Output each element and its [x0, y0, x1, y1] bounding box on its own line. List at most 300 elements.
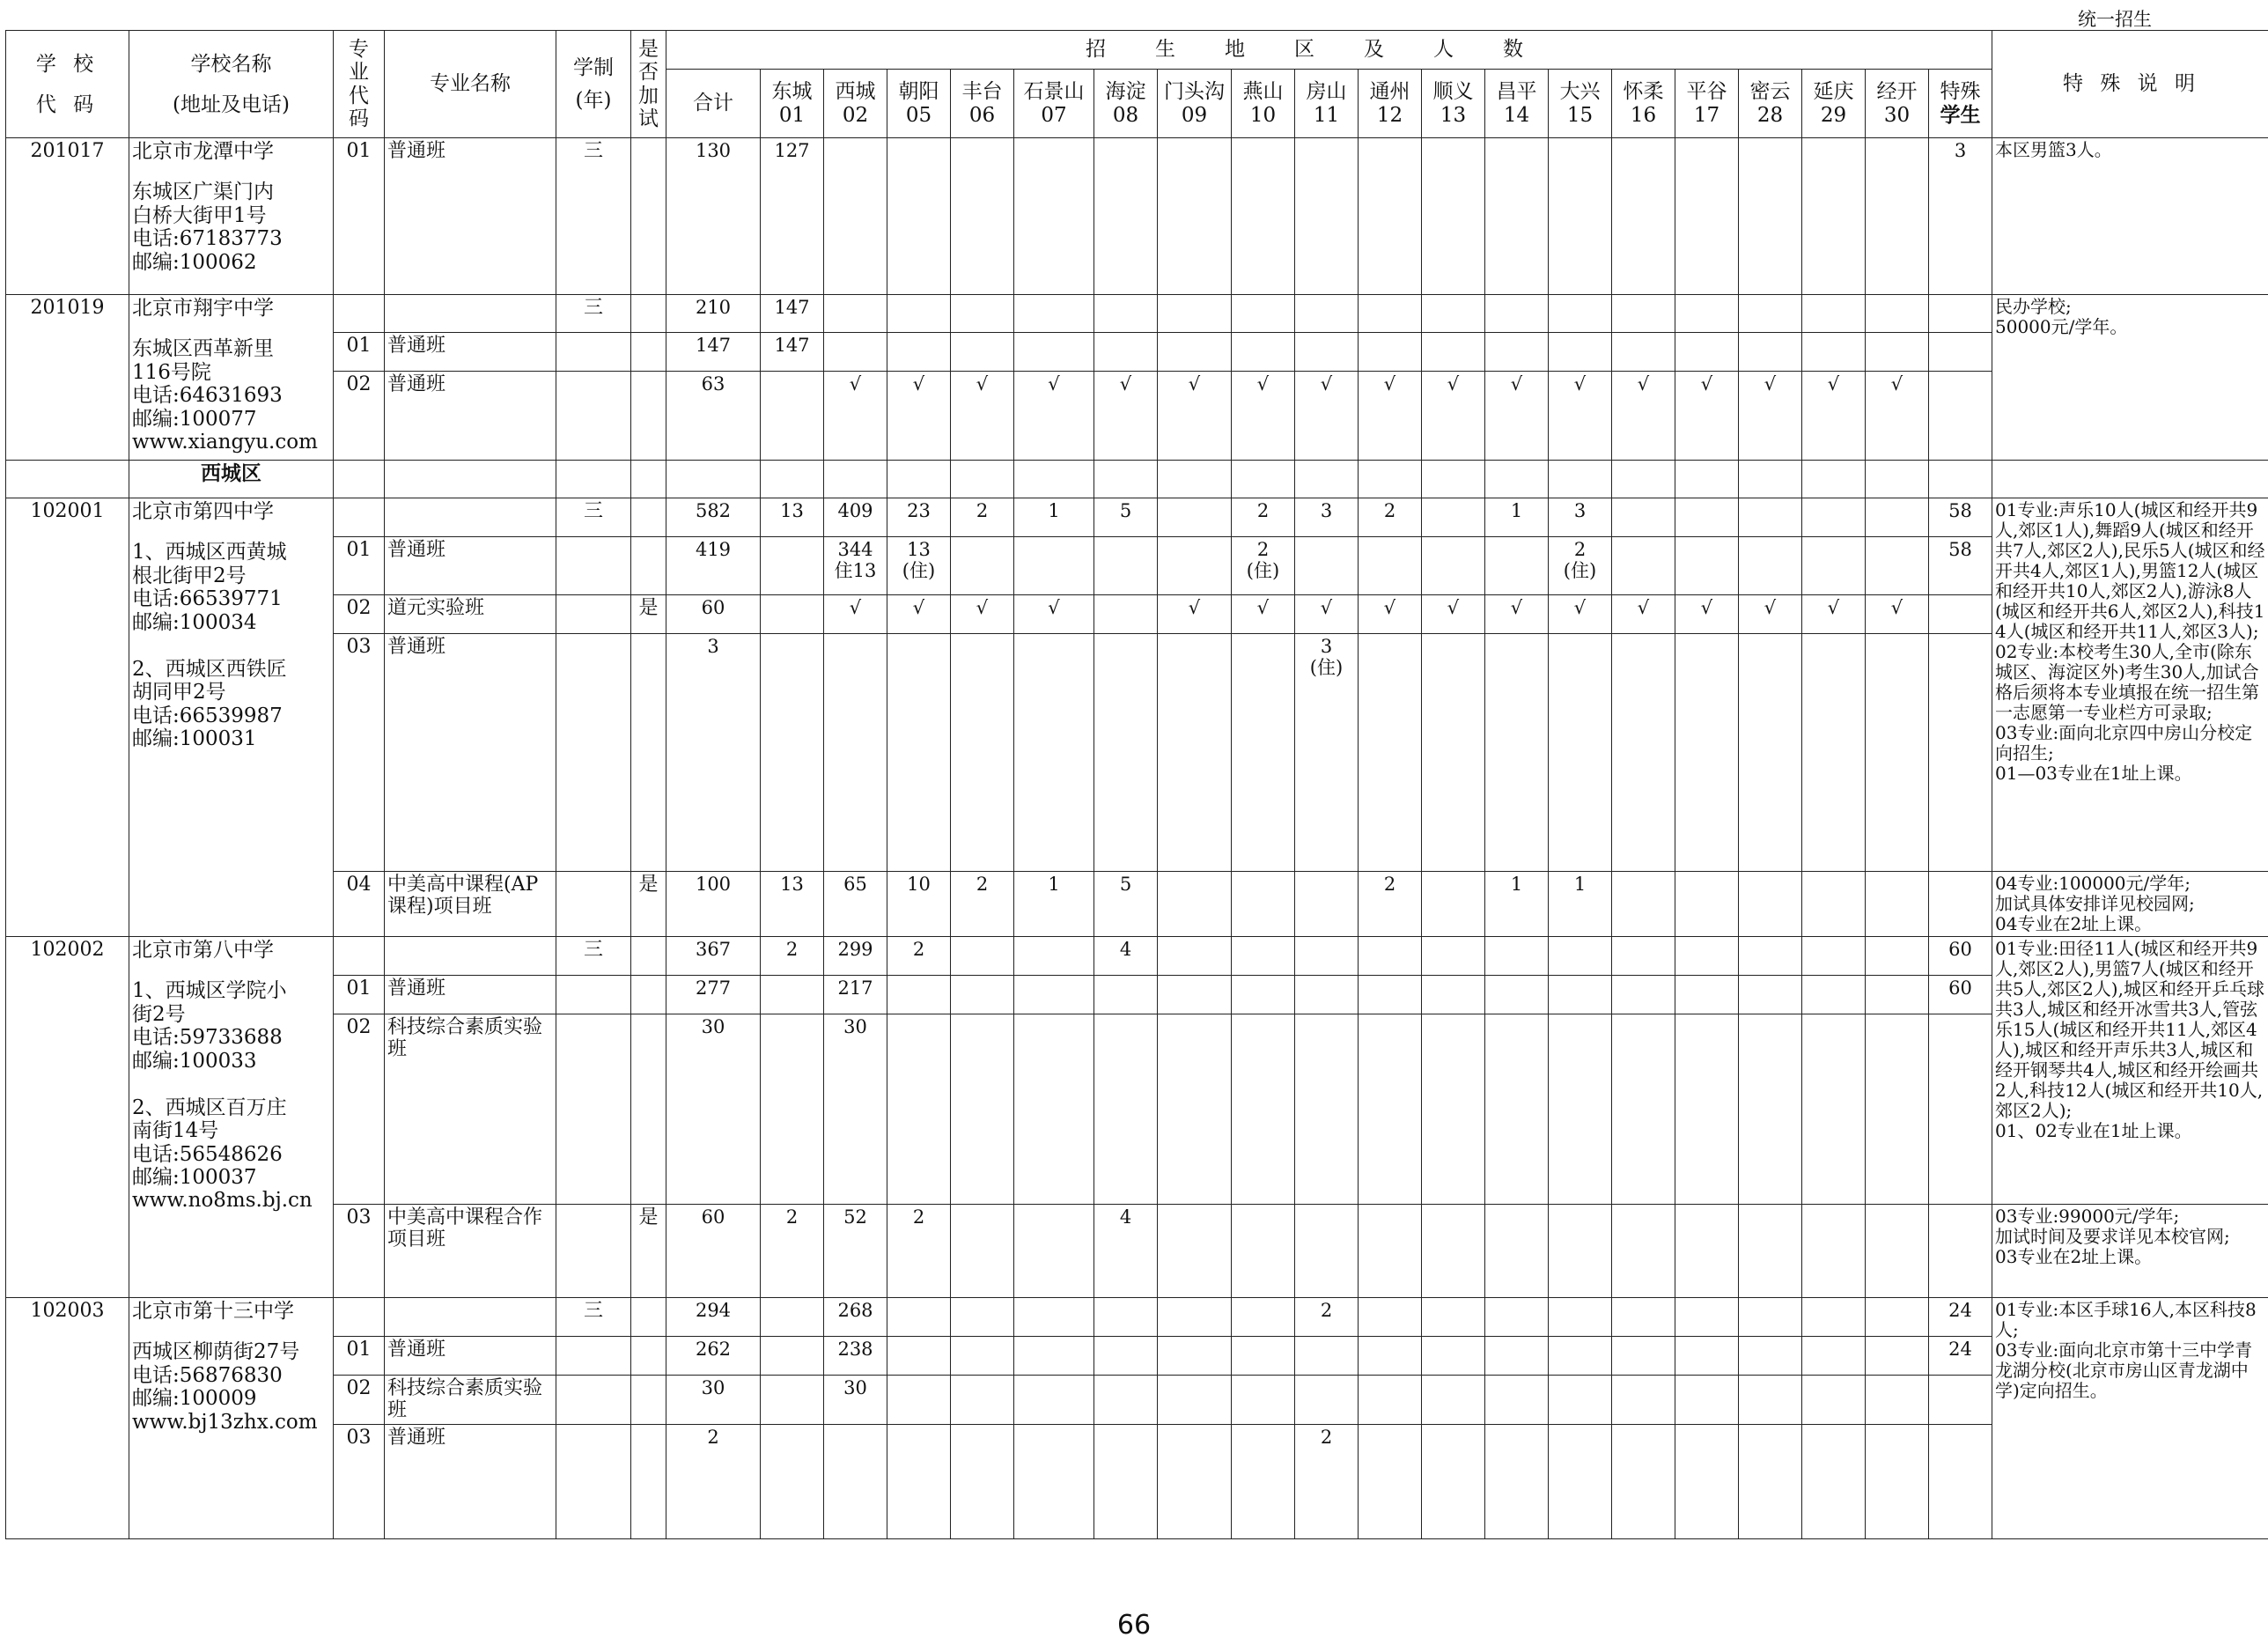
table-cell: [951, 461, 1014, 498]
district-count-cell: [1802, 976, 1866, 1014]
district-count-cell: 2 (住): [1232, 537, 1295, 595]
duration: [556, 333, 631, 372]
district-count-cell: 2: [951, 872, 1014, 937]
total-cell: 30: [666, 1376, 761, 1425]
district-count-cell: [1675, 1425, 1739, 1539]
district-count-cell: [1485, 1298, 1549, 1337]
district-count-cell: [1866, 976, 1929, 1014]
header-district-12: [1359, 70, 1422, 138]
district-count-cell: [1359, 1014, 1422, 1205]
district-count-cell: [1359, 976, 1422, 1014]
district-count-cell: 238: [824, 1337, 887, 1376]
district-name: 西城: [835, 80, 876, 104]
table-body: [6, 138, 2268, 1539]
special-students-cell: [1929, 1014, 1992, 1205]
duration: 三: [556, 498, 631, 537]
district-count-cell: [1485, 537, 1549, 595]
district-count-cell: 344 住13: [824, 537, 887, 595]
school-address: 东城区西革新里 116号院 电话:64631693 邮编:100077 www.xiangyu.com: [132, 337, 318, 454]
major-code: 03: [334, 1425, 385, 1539]
check-mark-cell: √: [824, 595, 887, 634]
district-count-cell: [1295, 1014, 1359, 1205]
district-count-cell: [1485, 1376, 1549, 1425]
district-count-cell: 1: [1014, 498, 1094, 537]
district-count-cell: 30: [824, 1014, 887, 1205]
district-code: 15: [1566, 103, 1594, 127]
table-cell: [1739, 461, 1802, 498]
remarks-cell: 04专业:100000元/学年; 加试具体安排详见校园网; 04专业在2址上课。: [1992, 872, 2268, 937]
table-cell: [1992, 461, 2268, 498]
remarks-cell: 01专业:声乐10人(城区和经开共9人,郊区1人),舞蹈9人(城区和经开共7人,郊区2人),民乐5人(城区和经开共4人,郊区1人),男篮12人(城区和经开共10人,郊区2人),游泳8人(城区和经开共6人,郊区2人),科技14人(城区和经开共11人,郊区3人); 02专业:本校考生30人,全市(除东城区、海淀区外)考生30人,加试合格后须将本专业填报在统一招生第一志愿第一专业栏方可录取; 03专业:面向北京四中房山分校定向招生; 01—03专业在1址上课。: [1992, 498, 2268, 872]
admission-table: [5, 30, 2268, 1539]
district-count-cell: [951, 1014, 1014, 1205]
district-count-cell: 409: [824, 498, 887, 537]
district-count-cell: [1094, 1337, 1158, 1376]
table-row: [6, 634, 2268, 872]
district-count-cell: [1485, 1205, 1549, 1298]
district-name: 门头沟: [1164, 80, 1225, 104]
school-code: 102002: [6, 937, 129, 1298]
district-count-cell: [1295, 872, 1359, 937]
district-count-cell: [1359, 537, 1422, 595]
check-mark-cell: √: [1014, 372, 1094, 461]
district-count-cell: [1549, 1298, 1612, 1337]
major-code: [334, 498, 385, 537]
district-count-cell: 3: [1549, 498, 1612, 537]
check-mark-cell: √: [1359, 372, 1422, 461]
district-count-cell: [1549, 295, 1612, 333]
district-count-cell: [1485, 937, 1549, 976]
extra-exam: [631, 498, 666, 537]
district-count-cell: [1422, 1376, 1485, 1425]
district-name: 密云: [1749, 80, 1791, 104]
district-count-cell: [1612, 138, 1675, 295]
major-name: 中美高中课程(AP课程)项目班: [385, 872, 556, 937]
major-name: 普通班: [385, 1425, 556, 1539]
district-count-cell: [1094, 138, 1158, 295]
check-mark-cell: √: [1866, 372, 1929, 461]
special-students-cell: 58: [1929, 537, 1992, 595]
district-count-cell: [1422, 537, 1485, 595]
total-cell: 367: [666, 937, 761, 976]
district-count-cell: 2: [887, 1205, 951, 1298]
special-students-cell: 24: [1929, 1298, 1992, 1337]
district-count-cell: [761, 1376, 824, 1425]
district-count-cell: [1359, 1376, 1422, 1425]
extra-exam: [631, 138, 666, 295]
extra-exam: [631, 976, 666, 1014]
district-count-cell: [1422, 1337, 1485, 1376]
table-row: [6, 1205, 2268, 1298]
district-count-cell: [1359, 138, 1422, 295]
district-name: 怀柔: [1623, 80, 1664, 104]
special-students-cell: [1929, 872, 1992, 937]
district-count-cell: [1014, 1014, 1094, 1205]
district-count-cell: [1675, 1376, 1739, 1425]
header-district-17: [1675, 70, 1739, 138]
district-code: 17: [1693, 103, 1720, 127]
district-count-cell: 2: [1359, 498, 1422, 537]
district-count-cell: [1612, 498, 1675, 537]
major-name: 普通班: [385, 372, 556, 461]
duration: 三: [556, 138, 631, 295]
header-district-30: [1866, 70, 1929, 138]
major-name: 普通班: [385, 537, 556, 595]
district-count-cell: [1866, 634, 1929, 872]
district-count-cell: [1802, 1376, 1866, 1425]
duration: [556, 1337, 631, 1376]
district-count-cell: 23: [887, 498, 951, 537]
total-cell: 262: [666, 1337, 761, 1376]
district-count-cell: [1158, 138, 1232, 295]
duration: [556, 1014, 631, 1205]
district-count-cell: [1675, 976, 1739, 1014]
table-cell: [1675, 461, 1739, 498]
extra-exam: [631, 937, 666, 976]
district-count-cell: 13 (住): [887, 537, 951, 595]
major-name: [385, 498, 556, 537]
school-name: 北京市第八中学: [132, 939, 274, 962]
table-cell: [1422, 461, 1485, 498]
district-count-cell: 10: [887, 872, 951, 937]
district-count-cell: 5: [1094, 498, 1158, 537]
district-code: 29: [1820, 103, 1847, 127]
district-count-cell: [1485, 634, 1549, 872]
district-code: 12: [1376, 103, 1403, 127]
special-students-cell: [1929, 634, 1992, 872]
school-name-cell: [129, 138, 334, 295]
header-duration: 学制 (年): [556, 31, 631, 138]
district-count-cell: [1739, 937, 1802, 976]
district-count-cell: [1612, 1298, 1675, 1337]
table-cell: [1802, 461, 1866, 498]
district-count-cell: [887, 138, 951, 295]
header-district-29: [1802, 70, 1866, 138]
check-mark-cell: √: [1675, 372, 1739, 461]
header-remarks: 特 殊 说 明: [1992, 31, 2268, 138]
district-count-cell: [1802, 634, 1866, 872]
major-name: [385, 937, 556, 976]
district-count-cell: [1359, 333, 1422, 372]
header-region-group: 招生地区及人数: [666, 31, 1992, 70]
table-cell: [824, 461, 887, 498]
district-count-cell: [1675, 333, 1739, 372]
table-row: [6, 138, 2268, 295]
district-count-cell: [951, 138, 1014, 295]
district-count-cell: 2: [951, 498, 1014, 537]
district-count-cell: [887, 1337, 951, 1376]
district-count-cell: [1295, 1205, 1359, 1298]
district-count-cell: [951, 1425, 1014, 1539]
total-cell: 2: [666, 1425, 761, 1539]
district-count-cell: [1612, 537, 1675, 595]
total-cell: 100: [666, 872, 761, 937]
district-count-cell: [1094, 537, 1158, 595]
school-name: 北京市龙潭中学: [132, 140, 274, 163]
district-name: 大兴: [1559, 80, 1601, 104]
district-count-cell: [824, 138, 887, 295]
major-name: 普通班: [385, 138, 556, 295]
check-mark-cell: √: [1158, 595, 1232, 634]
table-row: [6, 537, 2268, 595]
district-count-cell: [1739, 1376, 1802, 1425]
district-count-cell: [1359, 1205, 1422, 1298]
check-mark-cell: √: [1158, 372, 1232, 461]
district-count-cell: [1232, 138, 1295, 295]
major-code: 03: [334, 634, 385, 872]
district-count-cell: [1014, 634, 1094, 872]
district-count-cell: 2: [887, 937, 951, 976]
extra-exam: [631, 333, 666, 372]
district-count-cell: [1158, 1298, 1232, 1337]
total-cell: 30: [666, 1014, 761, 1205]
table-cell: [666, 461, 761, 498]
district-count-cell: [1739, 537, 1802, 595]
special-students-cell: 58: [1929, 498, 1992, 537]
district-count-cell: [1675, 1014, 1739, 1205]
district-count-cell: [1094, 1376, 1158, 1425]
district-count-cell: [1422, 1014, 1485, 1205]
district-count-cell: [1422, 872, 1485, 937]
major-name: 普通班: [385, 976, 556, 1014]
school-name-cell: [129, 1298, 334, 1539]
district-code: 05: [905, 103, 932, 127]
major-code: [334, 1298, 385, 1337]
table-cell: [6, 461, 129, 498]
district-count-cell: 4: [1094, 1205, 1158, 1298]
school-name: 北京市第四中学: [132, 500, 274, 523]
district-count-cell: 1: [1549, 872, 1612, 937]
special-students-cell: 60: [1929, 976, 1992, 1014]
district-name: 房山: [1306, 80, 1347, 104]
major-name: 普通班: [385, 1337, 556, 1376]
district-count-cell: [1422, 1298, 1485, 1337]
district-count-cell: [1675, 1337, 1739, 1376]
district-count-cell: [1094, 976, 1158, 1014]
district-count-cell: [887, 333, 951, 372]
district-count-cell: [761, 595, 824, 634]
district-count-cell: [1094, 333, 1158, 372]
duration: [556, 1376, 631, 1425]
district-count-cell: [951, 537, 1014, 595]
district-count-cell: 13: [761, 872, 824, 937]
district-count-cell: 1: [1485, 872, 1549, 937]
total-cell: 294: [666, 1298, 761, 1337]
district-count-cell: [1158, 937, 1232, 976]
district-count-cell: [1866, 872, 1929, 937]
district-count-cell: [1866, 937, 1929, 976]
district-count-cell: [1014, 1298, 1094, 1337]
district-count-cell: [1549, 1337, 1612, 1376]
page-number: 66: [1116, 1610, 1152, 1641]
district-code: 16: [1630, 103, 1657, 127]
district-count-cell: [1014, 295, 1094, 333]
district-count-cell: 2 (住): [1549, 537, 1612, 595]
table-cell: [887, 461, 951, 498]
header-district-11: [1295, 70, 1359, 138]
district-count-cell: [1739, 333, 1802, 372]
major-name: 中美高中课程合作项目班: [385, 1205, 556, 1298]
district-count-cell: [1295, 1376, 1359, 1425]
district-count-cell: [1422, 976, 1485, 1014]
duration: [556, 1205, 631, 1298]
district-count-cell: [1675, 872, 1739, 937]
header-district-07: [1014, 70, 1094, 138]
header-major-code: 专 业 代 码: [334, 31, 385, 138]
district-name: 石景山: [1023, 80, 1085, 104]
district-count-cell: [1739, 634, 1802, 872]
district-name: 燕山: [1242, 80, 1284, 104]
district-count-cell: [1739, 1298, 1802, 1337]
check-mark-cell: √: [1295, 372, 1359, 461]
district-count-cell: [1802, 872, 1866, 937]
school-address: 东城区广渠门内 白桥大街甲1号 电话:67183773 邮编:100062: [132, 181, 283, 274]
district-count-cell: [824, 634, 887, 872]
district-count-cell: [1866, 1337, 1929, 1376]
district-count-cell: [1739, 1014, 1802, 1205]
district-count-cell: [951, 1376, 1014, 1425]
extra-exam: [631, 1376, 666, 1425]
district-count-cell: [1866, 1425, 1929, 1539]
district-count-cell: [1359, 1337, 1422, 1376]
special-students-cell: [1929, 1425, 1992, 1539]
school-name-cell: [129, 937, 334, 1298]
district-count-cell: 2: [1232, 498, 1295, 537]
special-students-cell: [1929, 1205, 1992, 1298]
district-count-cell: [1866, 295, 1929, 333]
district-count-cell: [1802, 1014, 1866, 1205]
check-mark-cell: √: [1232, 595, 1295, 634]
district-code: 30: [1883, 103, 1911, 127]
table-cell: [334, 461, 385, 498]
header-district-16: [1612, 70, 1675, 138]
district-count-cell: [1612, 937, 1675, 976]
district-code: 08: [1112, 103, 1139, 127]
district-count-cell: [887, 976, 951, 1014]
check-mark-cell: √: [1232, 372, 1295, 461]
district-count-cell: [1094, 1425, 1158, 1539]
duration: [556, 872, 631, 937]
district-count-cell: [761, 1014, 824, 1205]
check-mark-cell: √: [1802, 372, 1866, 461]
district-count-cell: [1739, 1205, 1802, 1298]
table-cell: [1549, 461, 1612, 498]
school-summary-row: [6, 498, 2268, 537]
district-count-cell: [1295, 937, 1359, 976]
district-count-cell: [1612, 1337, 1675, 1376]
header-district-08: [1094, 70, 1158, 138]
district-count-cell: [1485, 1425, 1549, 1539]
header-district-14: [1485, 70, 1549, 138]
check-mark-cell: √: [951, 595, 1014, 634]
district-count-cell: [1549, 138, 1612, 295]
district-count-cell: [1802, 138, 1866, 295]
district-count-cell: 5: [1094, 872, 1158, 937]
district-count-cell: [1422, 634, 1485, 872]
district-count-cell: [824, 295, 887, 333]
major-name: 道元实验班: [385, 595, 556, 634]
district-count-cell: [1094, 1014, 1158, 1205]
extra-exam: [631, 372, 666, 461]
district-count-cell: [1422, 333, 1485, 372]
district-name: 丰台: [961, 80, 1003, 104]
district-code: 14: [1503, 103, 1530, 127]
extra-exam: [631, 1425, 666, 1539]
major-code: 01: [334, 537, 385, 595]
table-cell: [385, 461, 556, 498]
duration: 三: [556, 1298, 631, 1337]
table-row: [6, 333, 2268, 372]
total-cell: 147: [666, 333, 761, 372]
district-count-cell: [887, 1425, 951, 1539]
district-count-cell: [1675, 937, 1739, 976]
check-mark-cell: √: [1359, 595, 1422, 634]
district-count-cell: [1295, 537, 1359, 595]
district-count-cell: [1094, 295, 1158, 333]
total-cell: 3: [666, 634, 761, 872]
header-district-01: [761, 70, 824, 138]
district-count-cell: [1232, 295, 1295, 333]
district-count-cell: [1158, 634, 1232, 872]
header-district-05: [887, 70, 951, 138]
header-special-students: [1929, 70, 1992, 138]
district-count-cell: [1612, 333, 1675, 372]
table-row: [6, 1014, 2268, 1205]
major-name: [385, 1298, 556, 1337]
major-code: 04: [334, 872, 385, 937]
special-students-cell: [1929, 372, 1992, 461]
district-count-cell: [1675, 295, 1739, 333]
district-count-cell: [1422, 1425, 1485, 1539]
district-count-cell: 268: [824, 1298, 887, 1337]
district-count-cell: [1359, 1298, 1422, 1337]
header-district-02: [824, 70, 887, 138]
total-cell: 63: [666, 372, 761, 461]
district-count-cell: [1675, 537, 1739, 595]
district-heading-row: [6, 461, 2268, 498]
district-name: 东城: [771, 80, 813, 104]
district-count-cell: [1485, 1337, 1549, 1376]
header-district-15: [1549, 70, 1612, 138]
school-address: 西城区柳荫街27号 电话:56876830 邮编:100009 www.bj13zhx.com: [132, 1340, 318, 1434]
district-count-cell: [1675, 138, 1739, 295]
total-cell: 582: [666, 498, 761, 537]
table-cell: [1485, 461, 1549, 498]
district-count-cell: [1232, 1425, 1295, 1539]
district-name: 昌平: [1496, 80, 1537, 104]
district-count-cell: [887, 1298, 951, 1337]
district-count-cell: [1739, 295, 1802, 333]
extra-exam: 是: [631, 872, 666, 937]
district-count-cell: [1802, 1425, 1866, 1539]
district-count-cell: [1675, 498, 1739, 537]
duration: 三: [556, 295, 631, 333]
district-count-cell: [1549, 1205, 1612, 1298]
district-count-cell: [1232, 1205, 1295, 1298]
district-count-cell: 299: [824, 937, 887, 976]
special-students-cell: [1929, 333, 1992, 372]
district-count-cell: [1612, 1205, 1675, 1298]
district-code: 06: [968, 103, 996, 127]
district-count-cell: 1: [1014, 872, 1094, 937]
major-code: 02: [334, 595, 385, 634]
district-count-cell: [1295, 976, 1359, 1014]
district-count-cell: [951, 1337, 1014, 1376]
table-row: [6, 1337, 2268, 1376]
check-mark-cell: √: [1612, 372, 1675, 461]
header-school-code: 学 校 代 码: [6, 31, 129, 138]
district-count-cell: [1158, 976, 1232, 1014]
